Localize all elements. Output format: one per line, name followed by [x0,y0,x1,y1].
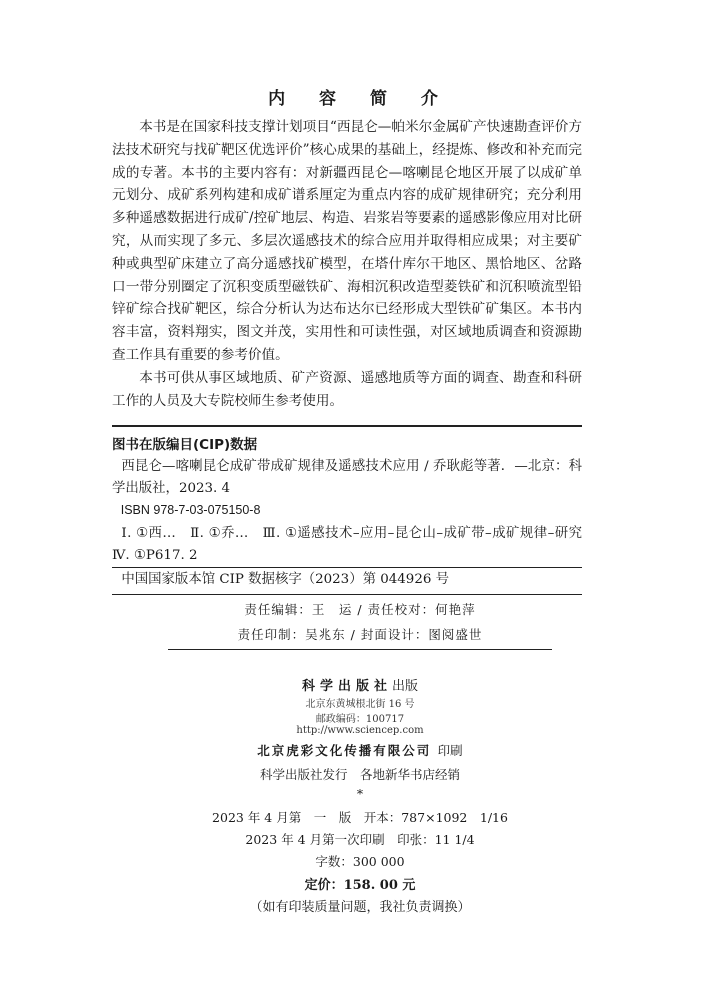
summary-heading: 内 容 简 介 [268,89,452,109]
cip-top-rule [112,425,582,427]
edition-line: 2023 年 4 月第 一 版 开本：787×1092 1/16 [212,810,508,825]
editor-credits-line-2: 责任印制：吴兆东 / 封面设计：图阅盛世 [237,627,483,642]
printer-name: 北京虎彩文化传播有限公司 [257,743,432,758]
publisher-address: 北京东黄城根北街 16 号 [305,699,415,710]
cip-check-number: 中国国家版本馆 CIP 数据核字（2023）第 044926 号 [121,572,449,587]
cip-title: 图书在版编目(CIP)数据 [112,437,258,453]
summary-paragraph-2: 本书可供从事区域地质、矿产资源、遥感地质等方面的调查、勘查和科研工作的人员及大专院校师生参考使用。 [112,369,582,409]
cip-main-entry: 西昆仑—喀喇昆仑成矿带成矿规律及遥感技术应用 / 乔耿彪等著．—北京：科学出版社，2023. 4 [112,459,582,496]
cip-isbn: ISBN 978-7-03-075150-8 [120,503,261,517]
cip-bottom-rule [112,594,582,595]
printer-line [0,741,720,759]
cip-mid-rule [112,567,582,568]
distribution-line: 科学出版社发行 各地新华书店经销 [259,767,460,782]
summary-body [112,116,582,412]
printing-line: 2023 年 4 月第一次印刷 印张：11 1/4 [245,832,475,847]
publisher-line [0,675,720,694]
publisher-name: 科学出版社 [301,679,392,694]
publisher-postcode: 邮政编码：100717 [315,714,405,725]
summary-paragraph-1: 本书是在国家科技支撑计划项目“西昆仑—帕米尔金属矿产快速勘查评价方法技术研究与找矿靶区优选评价”核心成果的基础上，经提炼、修改和补充而完成的专著。本书的主要内容有：对新疆西昆仑—喀喇昆仑地区开展了以成矿单元划分、成矿系列构建和成矿谱系厘定为重点内容的成矿规律研究；充分利用多种遥感数据进行成矿/控矿地层、构造、岩浆岩等要素的遥感影像应用对比研究，从而实现了多元、多层次遥感技术的综合应用并取得相应成果；对主要矿种或典型矿床建立了高分遥感找矿模型，在塔什库尔干地区、黑恰地区、岔路口一带分别圈定了沉积变质型磁铁矿、海相沉积改造型菱铁矿和沉积喷流型铅锌矿综合找矿靶区，综合分析认为达布达尔已经形成大型铁矿矿集区。本书内容丰富，资料翔实，图文并茂，实用性和可读性强，对区域地质调查和资源勘查工作具有重要的参考价值。 [112,119,582,363]
quality-notice: （如有印装质量问题，我社负责调换） [249,900,471,915]
editor-bottom-rule [168,649,552,650]
editor-credits-line-1: 责任编辑：王 运 / 责任校对：何艳萍 [244,602,476,617]
word-count: 字数：300 000 [315,854,405,869]
publisher-suffix: 出版 [392,679,419,694]
publisher-website: http://www.sciencep.com [296,725,424,736]
separator-star: * [356,786,364,801]
cip-classification: Ⅰ. ①西… Ⅱ. ①乔… Ⅲ. ①遥感技术–应用–昆仑山–成矿带–成矿规律–研究 Ⅳ. ①P617. 2 [112,526,596,563]
printer-suffix: 印刷 [437,743,463,758]
price: 定价：158. 00 元 [304,878,416,893]
